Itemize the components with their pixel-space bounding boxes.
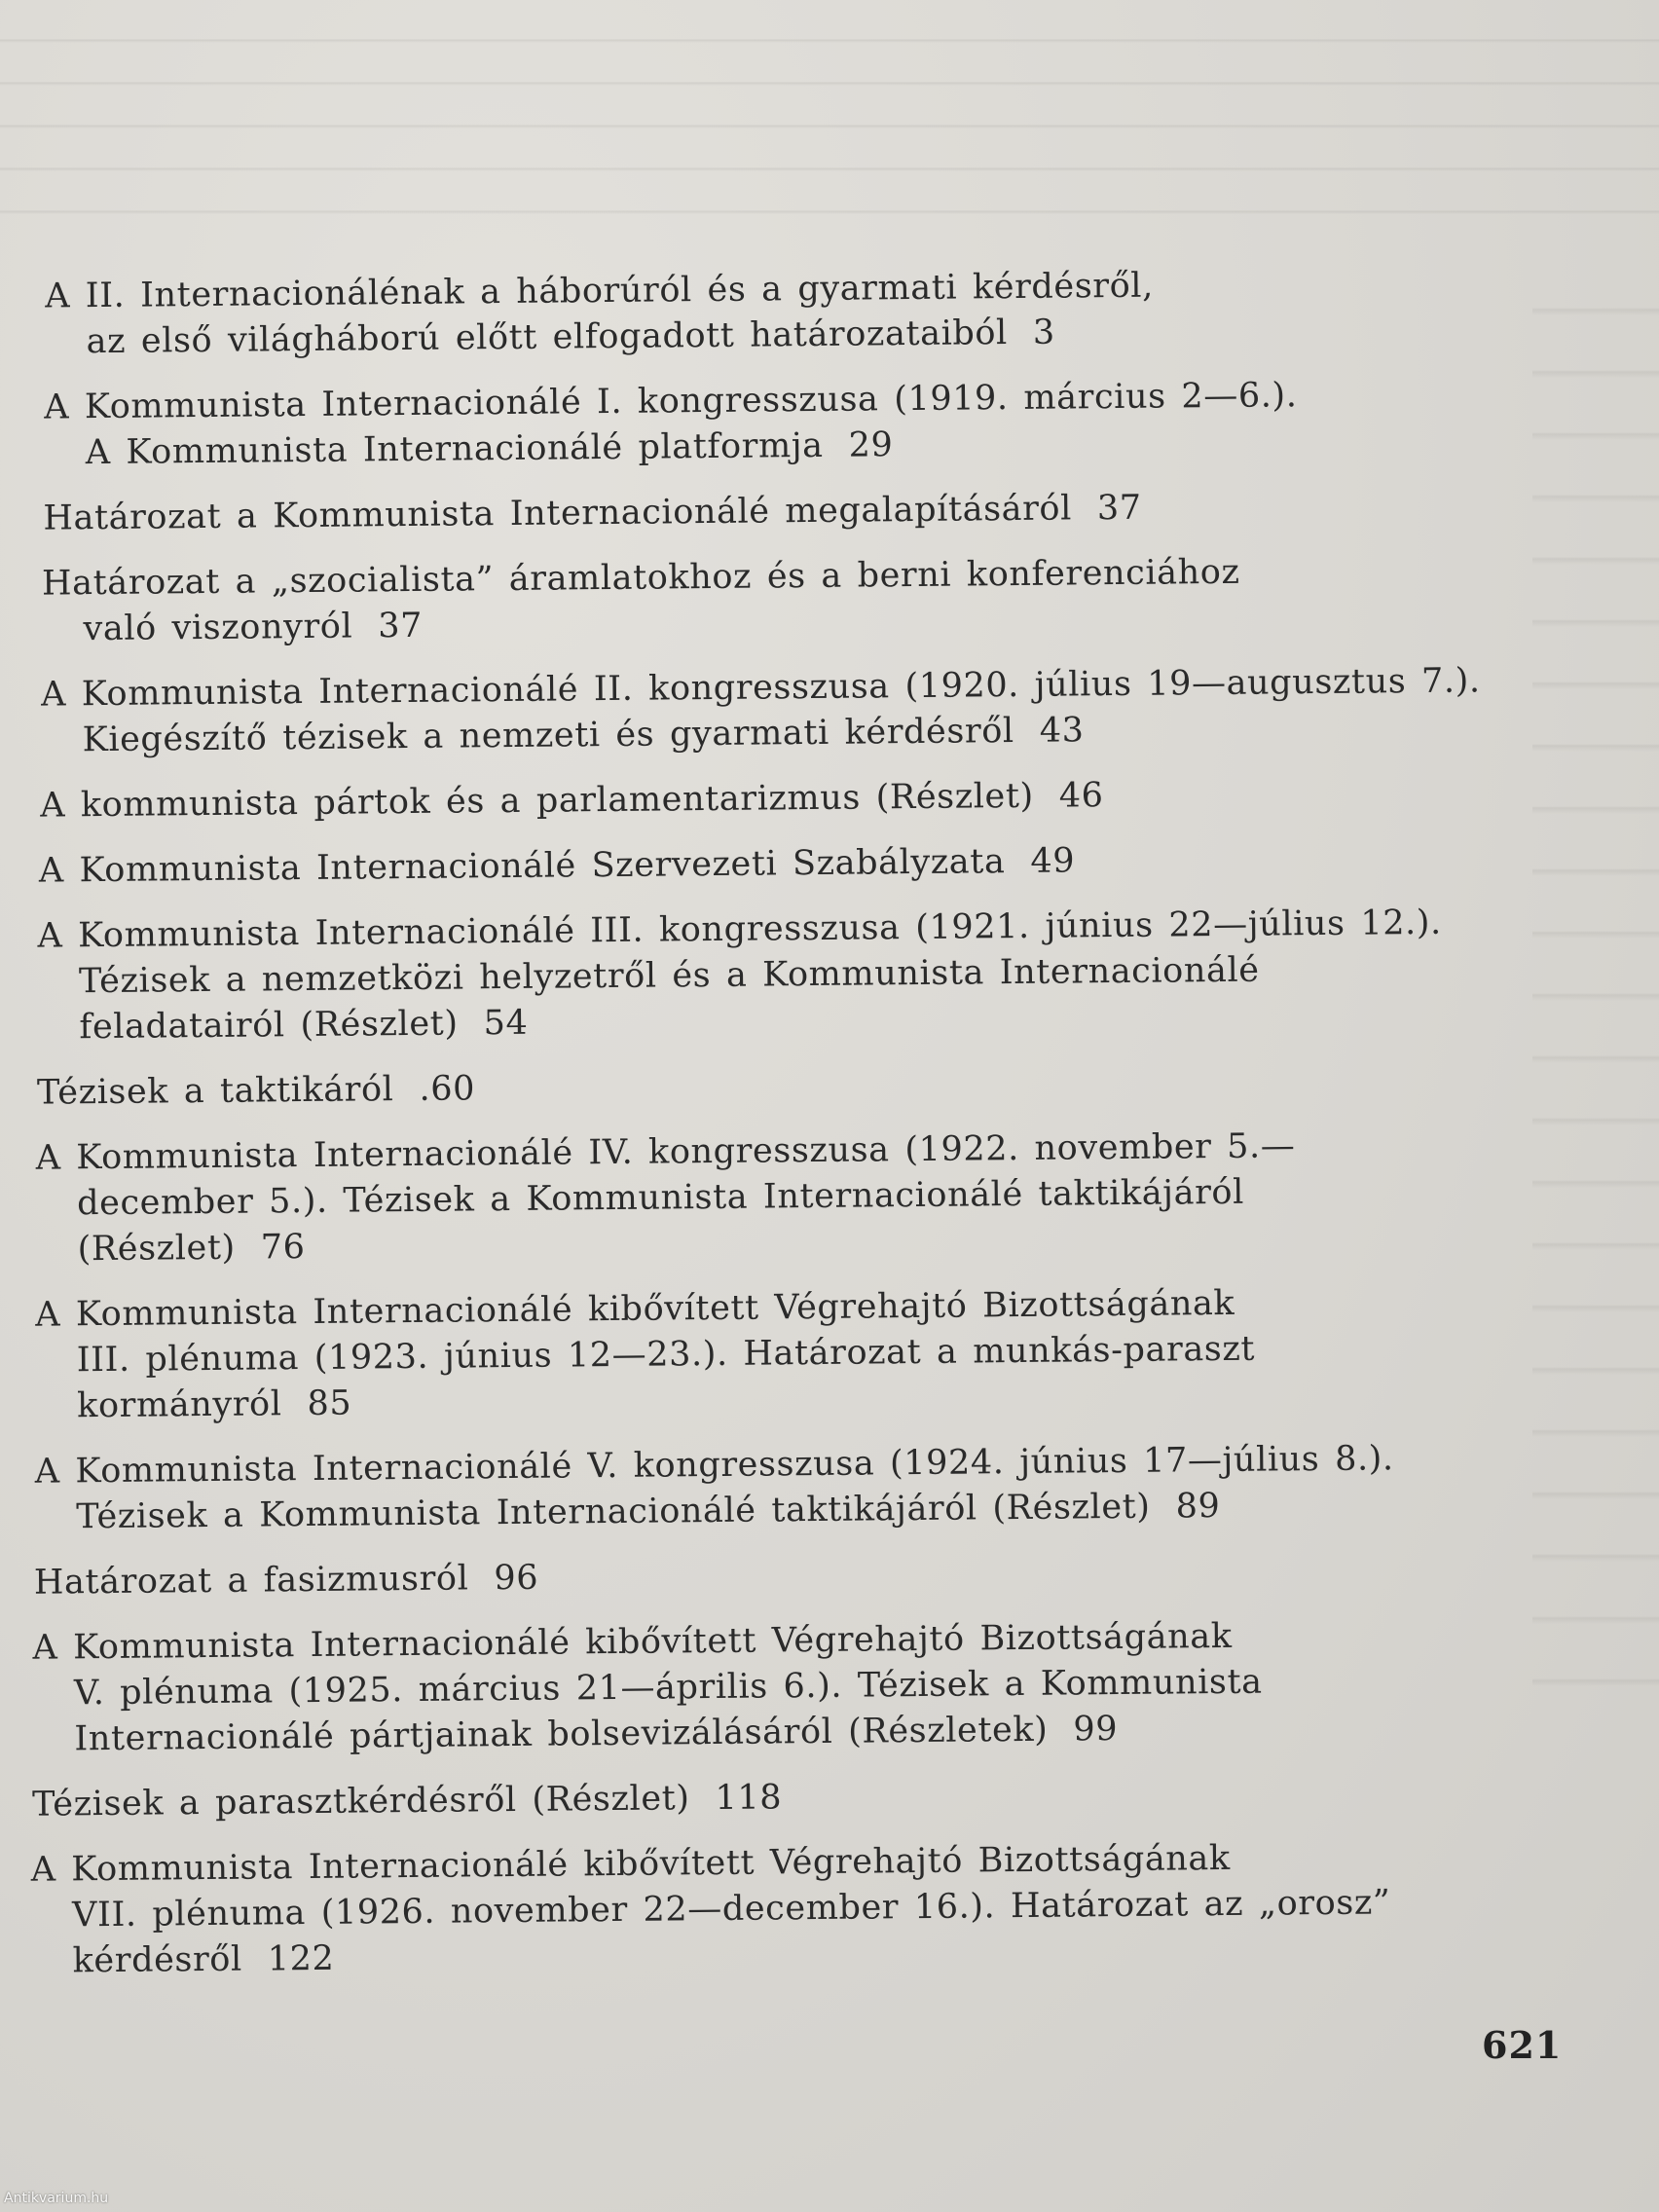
toc-entry-line: A Kommunista Internacionálé I. kongresszusa (1919. március 2—6.). <box>44 376 1298 427</box>
toc-entry <box>37 1056 1566 1117</box>
table-of-contents <box>0 260 1574 2005</box>
toc-entry-line: Határozat a „szocialista” áramlatokhoz és a berni konferenciához <box>41 552 1240 604</box>
toc-entry-line: kérdésről <box>72 1939 242 1981</box>
toc-page-number: 3 <box>1032 313 1055 352</box>
toc-entry <box>34 1546 1570 1606</box>
toc-entry-line: A Kommunista Internacionálé platformja <box>85 425 824 473</box>
toc-entry-line: A Kommunista Internacionálé kibővített Végrehajtó Bizottságának <box>30 1838 1231 1890</box>
toc-entry <box>32 1611 1571 1763</box>
toc-page-number: 43 <box>1039 711 1085 751</box>
toc-entry-line: A Kommunista Internacionálé IV. kongresszusa (1922. november 5.— <box>35 1126 1296 1178</box>
toc-entry-line: Kiegészítő tézisek a nemzeti és gyarmati kérdésről <box>82 712 1014 760</box>
toc-entry-line: A II. Internacionálénak a háborúról és a gyarmati kérdésről, <box>45 266 1155 316</box>
page-number: 621 <box>1482 2023 1563 2067</box>
toc-entry-line: V. plénuma (1925. március 21—április 6.). Tézisek a Kommunista <box>73 1662 1263 1714</box>
toc-page-number: 85 <box>307 1383 352 1424</box>
toc-entry-line: VII. plénuma (1926. november 22—december 16.). Határozat az „orosz” <box>71 1883 1391 1936</box>
toc-entry <box>44 371 1560 477</box>
toc-entry <box>35 1278 1568 1430</box>
toc-entry <box>39 834 1564 895</box>
toc-page-number: 46 <box>1058 776 1104 816</box>
toc-page-number: 76 <box>260 1228 306 1268</box>
toc-entry-line: A Kommunista Internacionálé III. kongresszusa (1921. június 22—július 12.). <box>37 903 1442 956</box>
toc-page-number: 96 <box>494 1558 539 1599</box>
toc-page-number: 37 <box>1096 488 1142 529</box>
toc-entry-line: A Kommunista Internacionálé V. kongresszusa (1924. június 17—július 8.). <box>34 1439 1394 1492</box>
toc-entry-line: való viszonyról <box>83 607 353 649</box>
toc-entry <box>43 482 1560 542</box>
toc-entry-line: Határozat a Kommunista Internacionálé megalapításáról <box>43 489 1073 538</box>
bleed-through-text-top <box>0 0 1659 253</box>
toc-entry-line: kormányról <box>76 1384 282 1426</box>
toc-page-number: .60 <box>419 1069 476 1109</box>
toc-page-number: 89 <box>1175 1487 1221 1527</box>
toc-page-number: 122 <box>267 1938 335 1979</box>
toc-entry <box>37 900 1565 1051</box>
toc-entry-line: (Részlet) <box>77 1228 236 1270</box>
toc-entry-line: Tézisek a nemzetközi helyzetről és a Kommunista Internacionálé <box>78 950 1260 1002</box>
toc-entry <box>40 769 1563 830</box>
toc-entry-line: Tézisek a parasztkérdésről (Részlet) <box>31 1779 690 1825</box>
toc-entry-line: III. plénuma (1923. június 12—23.). Határozat a munkás-paraszt <box>76 1329 1256 1381</box>
toc-entry <box>31 1833 1574 1985</box>
toc-page-number: 54 <box>483 1003 529 1044</box>
toc-page-number: 37 <box>378 606 424 646</box>
toc-entry-line: december 5.). Tézisek a Kommunista Internacionálé taktikájáról <box>76 1172 1245 1224</box>
toc-entry-line: Internacionálé pártjainak bolsevizálásáról (Részletek) <box>74 1710 1049 1759</box>
toc-entry-line: A Kommunista Internacionálé Szervezeti Szabályzata <box>38 842 1006 891</box>
toc-entry-line: Tézisek a Kommunista Internacionálé taktikájáról (Részlet) <box>76 1487 1151 1537</box>
toc-entry <box>42 547 1562 653</box>
toc-entry <box>45 260 1559 366</box>
toc-entry <box>41 658 1563 764</box>
toc-entry-line: Tézisek a taktikáról <box>36 1070 394 1113</box>
toc-page-number: 99 <box>1073 1710 1119 1750</box>
toc-entry <box>32 1768 1572 1828</box>
toc-entry-line: A Kommunista Internacionálé kibővített Végrehajtó Bizottságának <box>32 1616 1233 1668</box>
toc-entry-line: A Kommunista Internacionálé kibővített Végrehajtó Bizottságának <box>35 1283 1235 1335</box>
toc-page-number: 29 <box>848 425 894 465</box>
watermark: Antikvarium.hu <box>4 2191 109 2206</box>
toc-page-number: 49 <box>1030 841 1076 881</box>
toc-entry-line: A kommunista pártok és a parlamentarizmus (Részlet) <box>40 776 1034 826</box>
toc-entry-line: Határozat a fasizmusról <box>33 1559 469 1603</box>
toc-entry-line: A Kommunista Internacionálé II. kongresszusa (1920. július 19—augusztus 7.). <box>40 661 1481 715</box>
toc-entry <box>35 1122 1567 1273</box>
toc-page-number: 118 <box>715 1778 783 1819</box>
toc-entry-line: az első világháború előtt elfogadott határozataiból <box>86 313 1009 362</box>
toc-entry-line: feladatairól (Részlet) <box>79 1004 459 1048</box>
toc-entry <box>35 1435 1570 1541</box>
